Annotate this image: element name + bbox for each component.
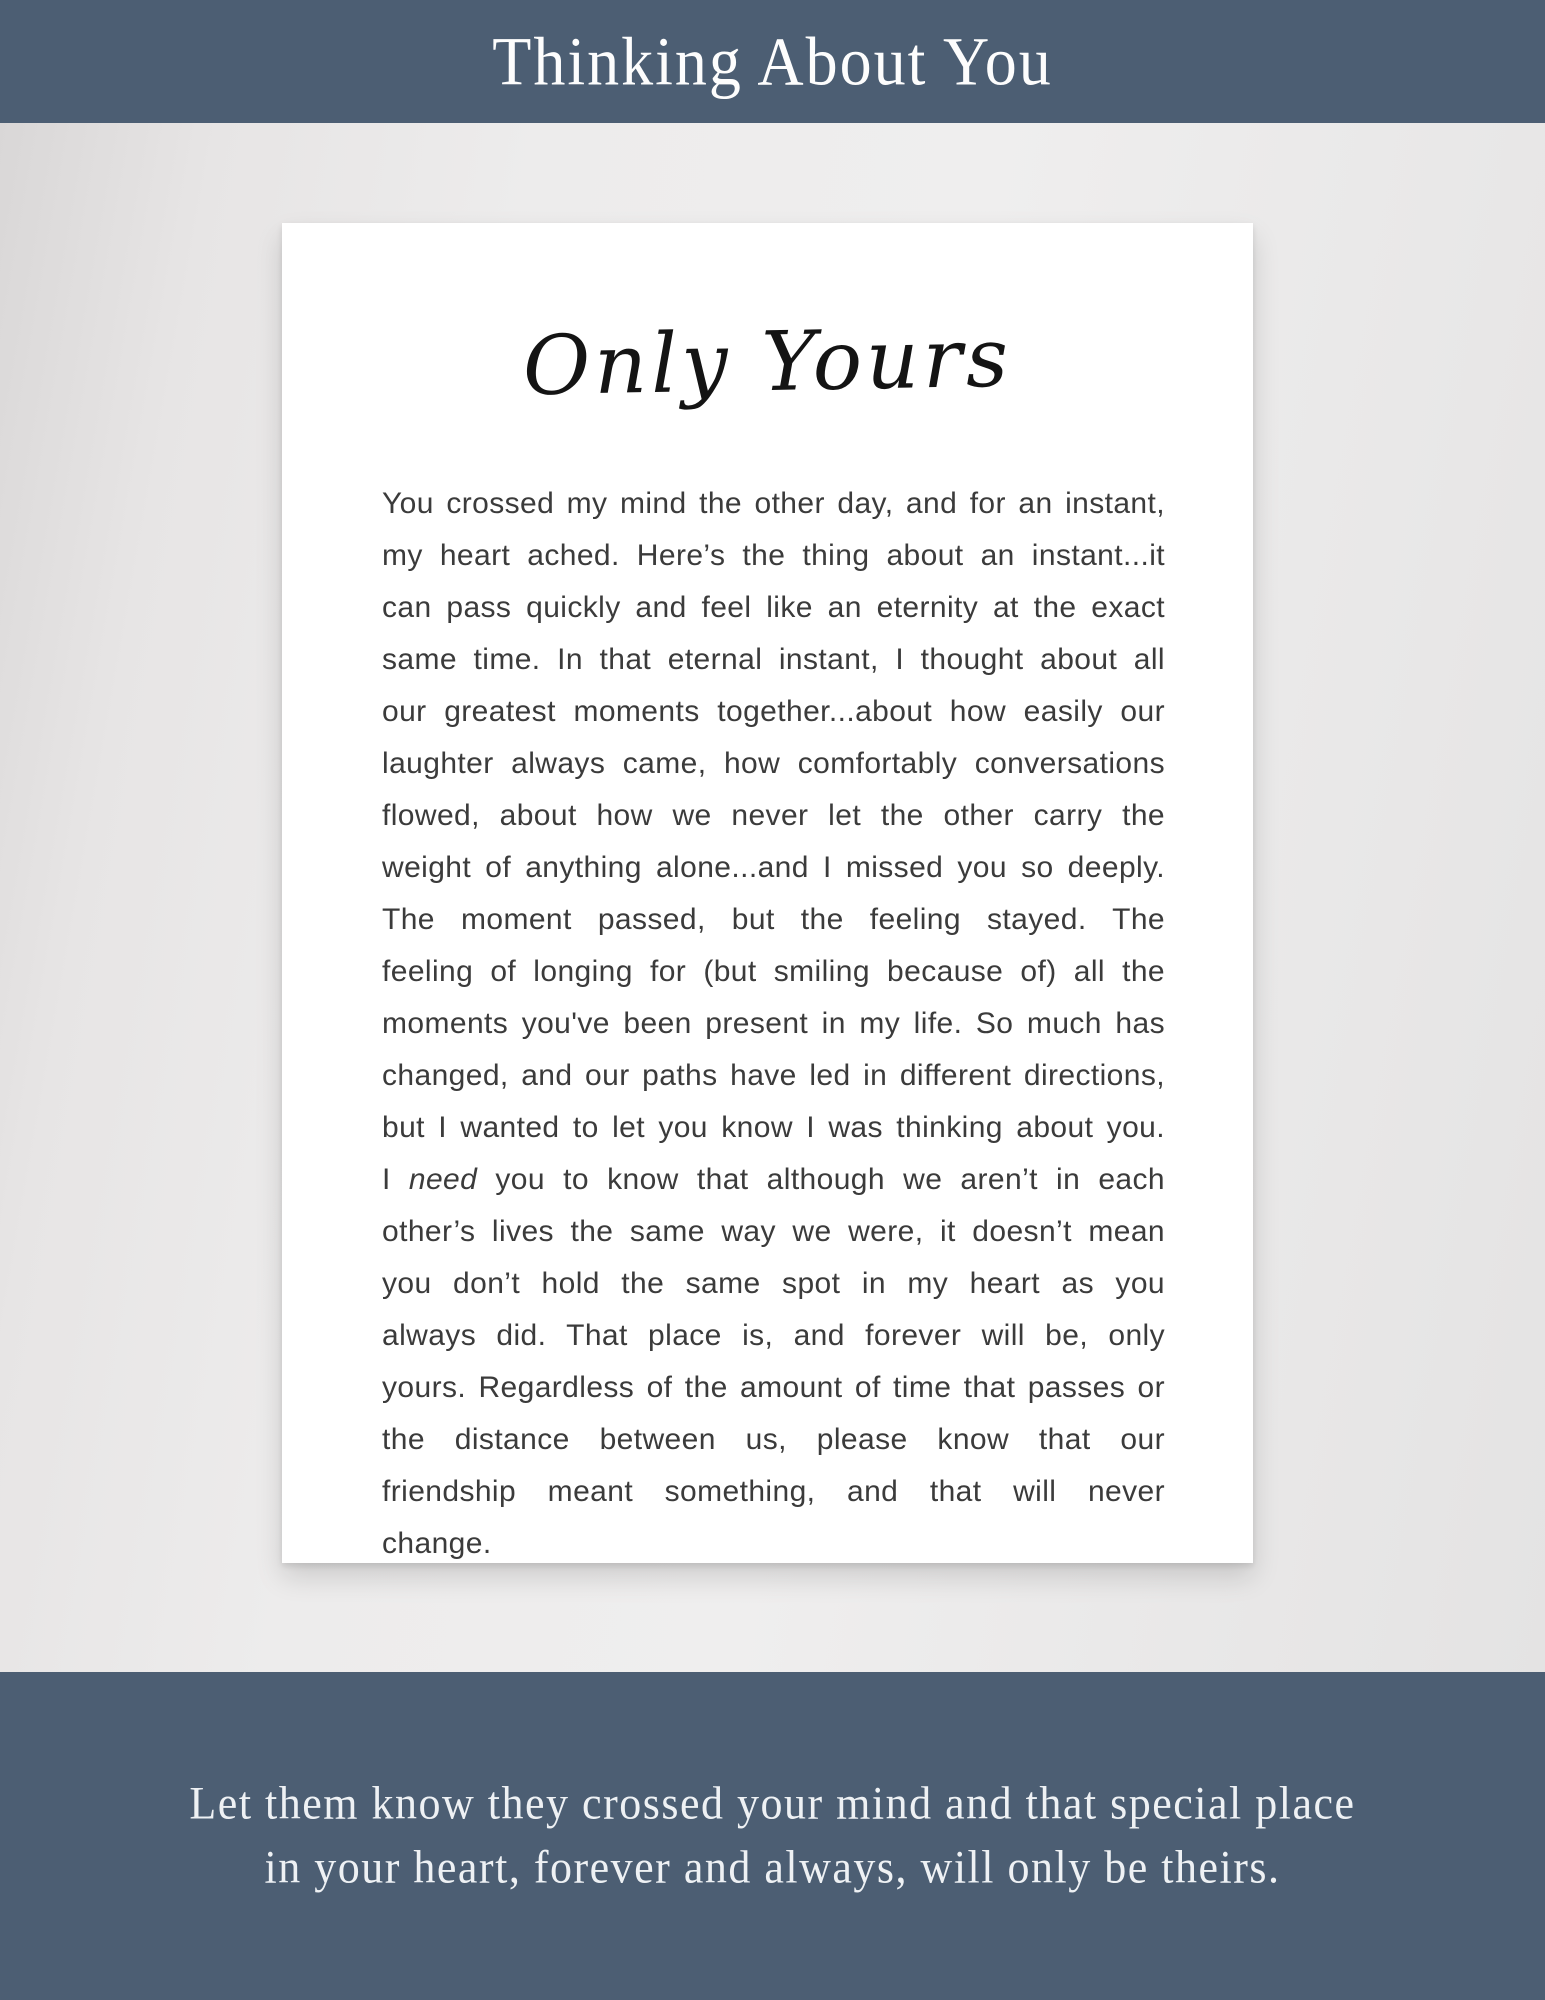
body-segment: you to know that although we aren’t in each other’s lives the same way we were, it doesn’t mean you don’t hold the same spot in my heart as you always did. That place is, and forever will be, only yours. Regardless of the amount of time that passes or the distance between us, please know that our friendship meant something, and that will never change. [382, 1163, 1165, 1560]
body-segment: need [408, 1163, 478, 1196]
letter-card [282, 223, 1253, 1563]
footer-caption-line2: in your heart, forever and always, will only be theirs. [264, 1841, 1281, 1894]
photo-backdrop [0, 123, 1545, 1672]
footer-banner [0, 1672, 1545, 2000]
card-body-text [382, 478, 1165, 1570]
body-segment: You crossed my mind the other day, and for an instant, my heart ached. Here’s the thing about an instant...it can pass quickly and feel like an eternity at the exact same time. In that eternal instant, I thought about all our greatest moments together...about how easily our laughter always came, how comfortably conversations flowed, about how we never let the other carry the weight of anything alone...and I missed you so deeply. The moment passed, but the feeling stayed. The feeling of longing for (but smiling because of) all the moments you've been present in my life. So much has changed, and our paths have led in different directions, but I wanted to let you know I was thinking about you. I [382, 487, 1165, 1196]
footer-caption-line1: Let them know they crossed your mind and that special place [189, 1777, 1356, 1830]
card-title: Only Yours [522, 310, 1013, 415]
header-banner [0, 0, 1545, 123]
product-title: Thinking About You [492, 22, 1053, 100]
